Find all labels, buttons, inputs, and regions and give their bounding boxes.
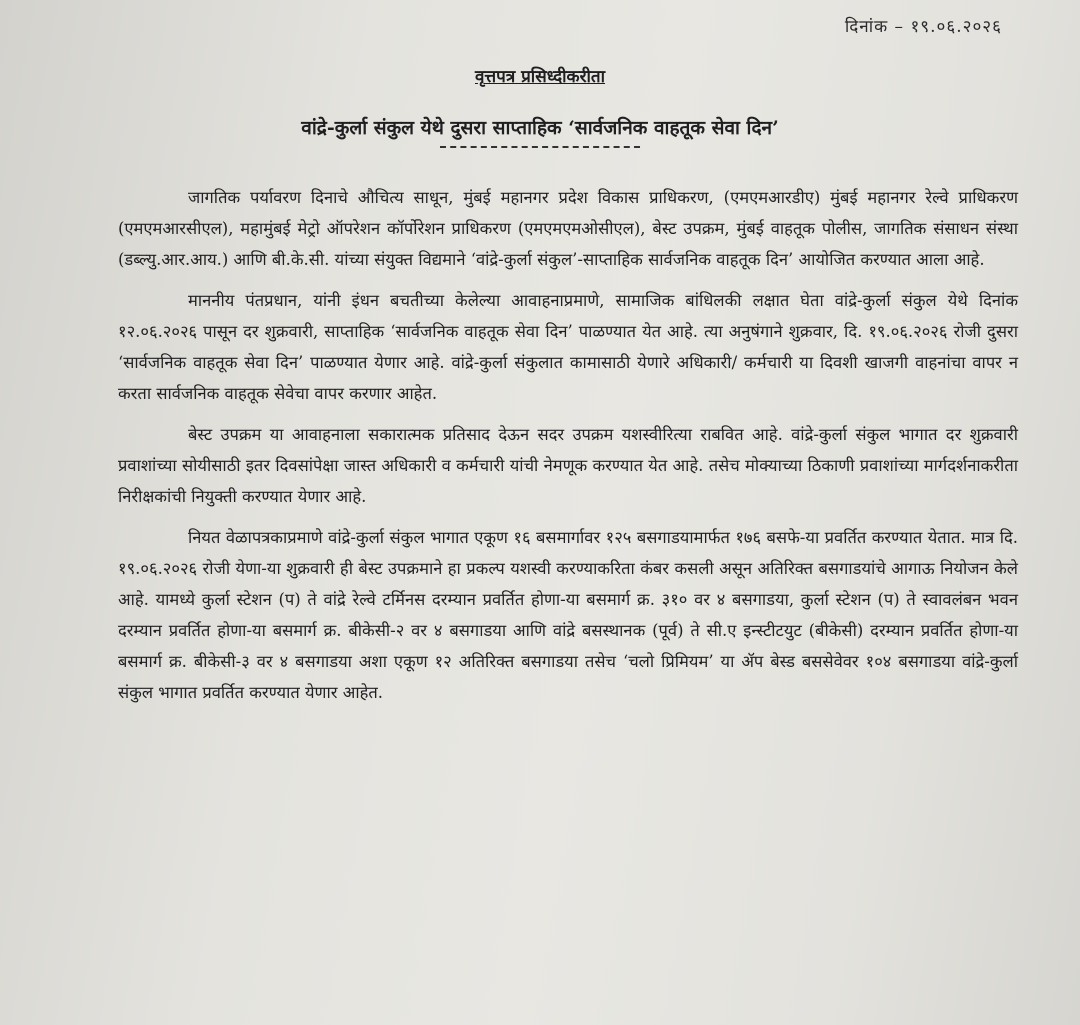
- paragraph-3: बेस्ट उपक्रम या आवाहनाला सकारात्मक प्रतिसाद देऊन सदर उपक्रम यशस्वीरित्या राबवित आहे. वांद्रे-कुर्ला संकुल भागात दर शुक्रवारी प्रवाशांच्या सोयीसाठी इतर दिवसांपेक्षा जास्त अधिकारी व कर्मचारी यांची नेमणूक करण्यात येत आहे. तसेच मोक्याच्या ठिकाणी प्रवाशांच्या मार्गदर्शनाकरीता निरीक्षकांची नियुक्ती करण्यात येणार आहे.: [118, 425, 1018, 506]
- title-divider: [440, 146, 640, 148]
- paragraph-4: नियत वेळापत्रकाप्रमाणे वांद्रे-कुर्ला संकुल भागात एकूण १६ बसमार्गावर १२५ बसगाडयामार्फत १७६ बसफे-या प्रवर्तित करण्यात येतात. मात्र दि. १९.०६.२०२६ रोजी येणा-या शुक्रवारी ही बेस्ट उपक्रमाने हा प्रकल्प यशस्वी करण्याकरिता कंबर कसली असून अतिरिक्त बसगाडयांचे आगाऊ नियोजन केले आहे. यामध्ये कुर्ला स्टेशन (प) ते वांद्रे रेल्वे टर्मिनस दरम्यान प्रवर्तित होणा-या बसमार्ग क्र. ३१० वर ४ बसगाडया, कुर्ला स्टेशन (प) ते स्वावलंबन भवन दरम्यान प्रवर्तित होणा-या बसमार्ग क्र. बीकेसी-२ वर ४ बसगाडया आणि वांद्रे बसस्थानक (पूर्व) ते सी.ए इन्स्टीटयुट (बीकेसी) दरम्यान प्रवर्तित होणा-या बसमार्ग क्र. बीकेसी-३ वर ४ बसगाडया अशा एकूण १२ अतिरिक्त बसगाडया तसेच ‘चलो प्रिमियम’ या ॲप बेस्ड बससेवेवर १०४ बसगाडया वांद्रे-कुर्ला संकुल भागात प्रवर्तित करण्यात येणार आहेत.: [118, 528, 1018, 702]
- document-date: दिनांक – १९.०६.२०२६: [844, 17, 1002, 37]
- document-body: [118, 182, 1018, 718]
- paragraph-2: माननीय पंतप्रधान, यांनी इंधन बचतीच्या केलेल्या आवाहनाप्रमाणे, सामाजिक बांधिलकी लक्षात घेता वांद्रे-कुर्ला संकुल येथे दिनांक १२.०६.२०२६ पासून दर शुक्रवारी, साप्ताहिक ‘सार्वजनिक वाहतूक सेवा दिन’ पाळण्यात येत आहे. त्या अनुषंगाने शुक्रवार, दि. १९.०६.२०२६ रोजी दुसरा ‘सार्वजनिक वाहतूक सेवा दिन’ पाळण्यात येणार आहे. वांद्रे-कुर्ला संकुलात कामासाठी येणारे अधिकारी/ कर्मचारी या दिवशी खाजगी वाहनांचा वापर न करता सार्वजनिक वाहतूक सेवेचा वापर करणार आहेत.: [118, 291, 1018, 403]
- document-title: वांद्रे-कुर्ला संकुल येथे दुसरा साप्ताहिक ‘सार्वजनिक वाहतूक सेवा दिन’: [301, 117, 779, 139]
- paragraph-1: जागतिक पर्यावरण दिनाचे औचित्य साधून, मुंबई महानगर प्रदेश विकास प्राधिकरण, (एमएमआरडीए) मुंबई महानगर रेल्वे प्राधिकरण (एमएमआरसीएल), महामुंबई मेट्रो ऑपरेशन कॉर्पोरेशन प्राधिकरण (एमएमएमओसीएल), बेस्ट उपक्रम, मुंबई वाहतूक पोलीस, जागतिक संसाधन संस्था (डब्ल्यु.आर.आय.) आणि बी.के.सी. यांच्या संयुक्त विद्यमाने ‘वांद्रे-कुर्ला संकुल’-साप्ताहिक सार्वजनिक वाहतूक दिन’ आयोजित करण्यात आला आहे.: [118, 188, 1018, 269]
- press-release-label: वृत्तपत्र प्रसिध्दीकरीता: [474, 67, 606, 87]
